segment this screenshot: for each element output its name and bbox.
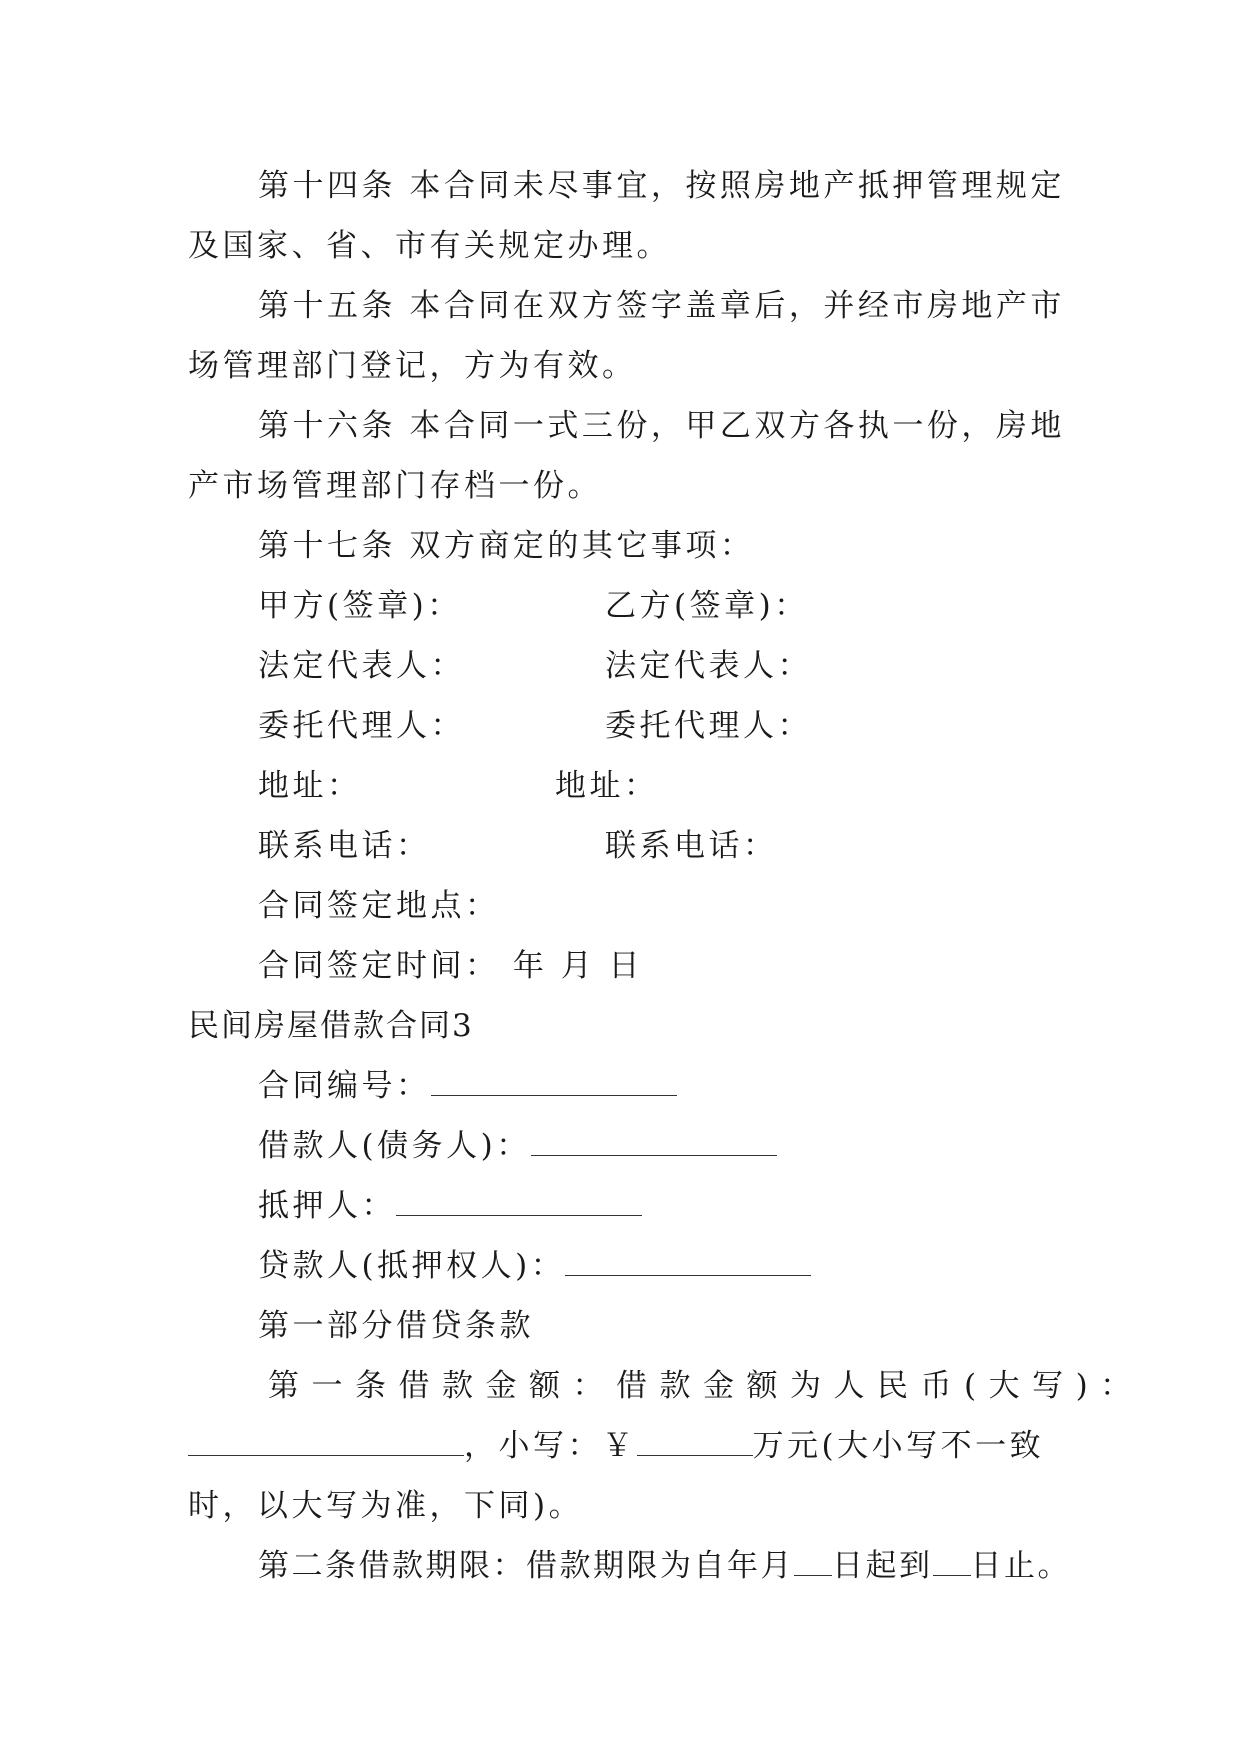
borrower-blank[interactable] <box>531 1129 777 1156</box>
party-b-seal-label: 乙方(签章)： <box>605 588 809 624</box>
borrower-label: 借款人(债务人)： <box>258 1128 531 1164</box>
article-1-line1: 第一条借款金额：借款金额为人民币(大写)： <box>268 1368 1144 1404</box>
borrower-row <box>258 1126 777 1166</box>
legal-rep-a-label: 法定代表人： <box>258 648 465 684</box>
lender-row <box>258 1246 811 1286</box>
article-2-text-c: 日止。 <box>970 1548 1071 1584</box>
phone-b-label: 联系电话： <box>605 828 778 864</box>
address-b-label: 地址： <box>555 768 659 804</box>
article-15-line1: 第十五条 本合同在双方签字盖章后，并经市房地产市 <box>258 288 1065 324</box>
article-14-line1: 第十四条 本合同未尽事宜，按照房地产抵押管理规定 <box>258 168 1065 204</box>
address-a-label: 地址： <box>258 768 362 804</box>
contract-number-label: 合同编号： <box>258 1068 431 1104</box>
article-1-line3: 时，以大写为准，下同)。 <box>188 1488 584 1524</box>
article-2-text-a: 第二条借款期限：借款期限为自年月 <box>258 1548 794 1584</box>
contract-3-title: 民间房屋借款合同3 <box>188 1008 474 1044</box>
amount-unit-text: 万元(大小写不一致 <box>752 1428 1045 1464</box>
mortgagor-label: 抵押人： <box>258 1188 396 1224</box>
end-day-blank[interactable] <box>933 1549 971 1576</box>
start-day-blank[interactable] <box>794 1549 832 1576</box>
agent-a-label: 委托代理人： <box>258 708 465 744</box>
part-1-title: 第一部分借贷条款 <box>258 1308 534 1344</box>
legal-rep-b-label: 法定代表人： <box>605 648 812 684</box>
contract-number-blank[interactable] <box>431 1069 677 1096</box>
article-16-line2: 产市场管理部门存档一份。 <box>188 468 602 504</box>
sign-place-label: 合同签定地点： <box>258 888 500 924</box>
amount-lowercase-label: ，小写：￥ <box>464 1428 637 1464</box>
article-17: 第十七条 双方商定的其它事项： <box>258 528 755 564</box>
amount-lowercase-blank[interactable] <box>637 1429 753 1456</box>
contract-number-row <box>258 1066 677 1106</box>
lender-blank[interactable] <box>565 1249 811 1276</box>
amount-uppercase-blank[interactable] <box>188 1429 464 1456</box>
mortgagor-blank[interactable] <box>396 1189 642 1216</box>
party-a-seal-label: 甲方(签章)： <box>258 588 462 624</box>
sign-time-label: 合同签定时间： 年 月 日 <box>258 948 644 984</box>
article-1-line2 <box>188 1426 1044 1466</box>
article-2 <box>258 1546 1071 1586</box>
article-16-line1: 第十六条 本合同一式三份，甲乙双方各执一份，房地 <box>258 408 1065 444</box>
phone-a-label: 联系电话： <box>258 828 431 864</box>
lender-label: 贷款人(抵押权人)： <box>258 1248 566 1284</box>
article-15-line2: 场管理部门登记，方为有效。 <box>188 348 637 384</box>
mortgagor-row <box>258 1186 642 1226</box>
article-2-text-b: 日起到 <box>832 1548 933 1584</box>
article-14-line2: 及国家、省、市有关规定办理。 <box>188 228 671 264</box>
agent-b-label: 委托代理人： <box>605 708 812 744</box>
